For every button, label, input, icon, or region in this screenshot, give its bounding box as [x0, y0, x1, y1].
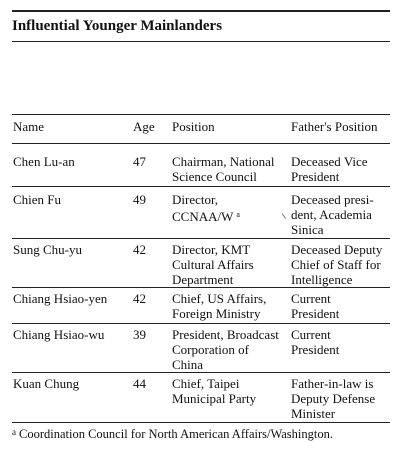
header-name: Name	[13, 119, 45, 134]
row-1-name: Chen Lu-an	[13, 154, 75, 169]
row-5-position-line-1: President, Broadcast	[172, 327, 279, 342]
footnote-ref-a: a	[236, 210, 240, 219]
title-rule	[12, 41, 390, 42]
row-5-father-position	[291, 327, 339, 357]
row-3-father-line-1: Deceased Deputy	[291, 242, 383, 257]
row-3-position	[172, 242, 254, 287]
row-2-name: Chien Fu	[13, 192, 62, 207]
row-3-father-line-2: Chief of Staff for	[291, 257, 381, 272]
row-4-father-position	[291, 291, 339, 321]
row-2-position-line-2-text: CCNAA/W	[172, 209, 234, 224]
row-2-divider	[12, 238, 390, 239]
row-4-father-line-2: President	[291, 306, 340, 321]
row-6-position-line-2: Municipal Party	[172, 391, 257, 406]
header-age: Age	[133, 119, 155, 134]
row-3-position-line-1: Director, KMT	[172, 242, 251, 257]
top-rule	[12, 10, 390, 12]
row-1-position	[172, 154, 275, 184]
row-4-divider	[12, 323, 390, 324]
row-3-father-position	[291, 242, 382, 287]
row-6-father-line-2: Deputy Defense	[291, 391, 376, 406]
row-5-divider	[12, 372, 390, 373]
row-3-father-line-3: Intelligence	[291, 272, 353, 287]
row-6-age: 44	[133, 376, 146, 391]
row-2-position-line-1: Director,	[172, 192, 219, 207]
header-bottom-rule	[12, 143, 390, 144]
row-5-father-line-2: President	[291, 342, 340, 357]
table-footnote	[12, 427, 333, 442]
header-father-position: Father's Position	[291, 119, 378, 134]
row-5-position-line-2: Corporation of	[172, 342, 249, 357]
row-2-father-line-3: Sinica	[291, 222, 324, 237]
row-1-position-line-1: Chairman, National	[172, 154, 275, 169]
row-2-position	[172, 192, 240, 224]
row-5-position-line-3: China	[172, 357, 204, 372]
row-5-father-line-1: Current	[291, 327, 331, 342]
footnote-mark: a	[12, 427, 16, 437]
row-2-age: 49	[133, 192, 146, 207]
row-3-age: 42	[133, 242, 146, 257]
row-3-position-line-3: Department	[172, 272, 234, 287]
row-3-name: Sung Chu-yu	[13, 242, 82, 257]
header-position: Position	[172, 119, 215, 134]
row-1-divider	[12, 186, 390, 187]
row-4-position-line-2: Foreign Ministry	[172, 306, 261, 321]
row-2-father-line-1: Deceased presi-	[291, 192, 374, 207]
row-1-father-line-1: Deceased Vice	[291, 154, 368, 169]
row-1-position-line-2: Science Council	[172, 169, 257, 184]
footnote-text: Coordination Council for North American Affairs/Washington.	[19, 427, 333, 441]
row-6-name: Kuan Chung	[13, 376, 80, 391]
row-4-name: Chiang Hsiao-yen	[13, 291, 108, 306]
row-3-position-line-2: Cultural Affairs	[172, 257, 254, 272]
row-6-position	[172, 376, 256, 406]
row-2-father-line-2: dent, Academia	[291, 207, 372, 222]
row-4-position	[172, 291, 266, 321]
row-4-position-line-1: Chief, US Affairs,	[172, 291, 267, 306]
row-1-father-position	[291, 154, 368, 184]
row-2-position-line-2	[172, 207, 240, 224]
row-6-father-line-3: Minister	[291, 406, 336, 421]
row-1-age: 47	[133, 154, 146, 169]
header-top-rule	[12, 114, 390, 115]
row-1-father-line-2: President	[291, 169, 340, 184]
row-2-father-position	[291, 192, 374, 237]
row-4-father-line-1: Current	[291, 291, 331, 306]
row-4-age: 42	[133, 291, 146, 306]
row-6-father-position	[291, 376, 375, 421]
row-6-father-line-1: Father-in-law is	[291, 376, 374, 391]
row-5-name: Chiang Hsiao-wu	[13, 327, 105, 342]
row-5-position	[172, 327, 279, 372]
row-3-divider	[12, 287, 390, 288]
stray-tick-mark	[282, 211, 290, 219]
row-5-age: 39	[133, 327, 146, 342]
row-6-position-line-1: Chief, Taipei	[172, 376, 240, 391]
table-bottom-rule	[12, 422, 390, 423]
table-title: Influential Younger Mainlanders	[12, 18, 223, 34]
